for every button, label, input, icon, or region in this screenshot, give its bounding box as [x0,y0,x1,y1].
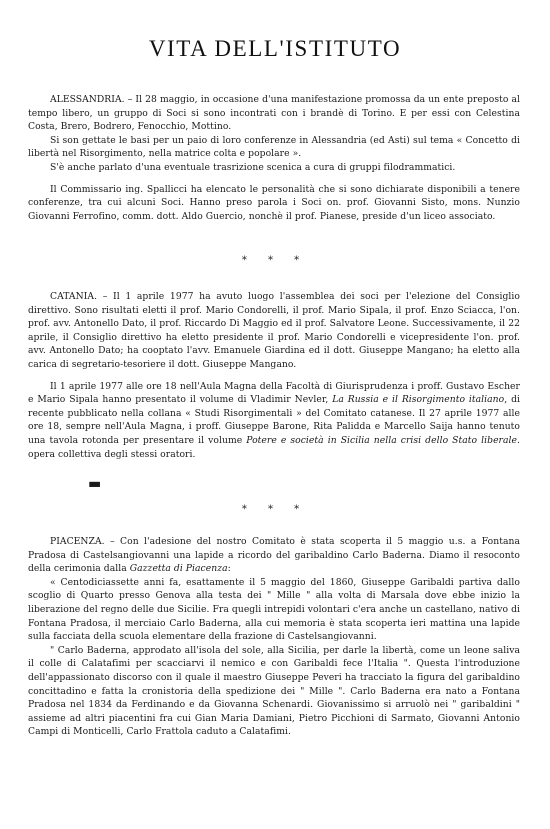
book-title: La Russia e il Risorgimento italiano [332,394,505,406]
alessandria-paragraph-4: Il Commissario ing. Spallicci ha elencato le personalità che si sono dichiarate disponibili a tenere conferenze, tra cui alcuni Soci. Hanno preso parola i Soci on. prof. Giovanni Sisto, mons. Nunzio Giovanni Ferrofino, comm. dott. Aldo Guercio, nonchè il prof. Pianese, preside d'un liceo associato. [28,183,520,222]
alessandria-paragraph-1: ALESSANDRIA. – Il 28 maggio, in occasione d'una manifestazione promossa da un ente preposto al tempo libero, un gruppo di Soci si sono incontrati con i brandè di Torino. E per essi con Celestina Costa, Brero, Bodrero, Fenocchio, Mottino. [28,94,520,133]
place-name-piacenza: PIACENZA. [50,536,105,547]
piacenza-paragraph-2: « Centodiciassette anni fa, esattamente il 5 maggio del 1860, Giuseppe Garibaldi partiva dallo scoglio di Quarto presso Genova alla testa dei " Mille " alla volta di Marsala dove ebbe inizio la liberazione del regno delle due Sicilie. Fra quegli intrepidi volontari c'era anche un castellano, nativo di Fontana Pradosa, il merciaio Carlo Baderna, alla cui memoria è stata scoperta ieri mattina una lapide sulla facciata della scuola elementare della frazione di Castelsangiovanni. [28,576,520,643]
place-name-alessandria: ALESSANDRIA. [50,94,125,105]
piacenza-paragraph-3: " Carlo Baderna, approdato all'isola del sole, alla Sicilia, per darle la libertà, come un leone saliva il colle di Calatafimi per scacciarvi il nemico e con Garibaldi fece l'Italia ". Questa l'introduzione dell'appassionato discorso con il quale il maestro Giuseppe Peveri ha tracciato la figura del garibaldino concittadino e fatta la cronistoria della spedizione dei " Mille ". Carlo Baderna era nato a Fontana Pradosa nel 1834 da Ferdinando e da Giovanna Schenardi. Giovanissimo si arruolò nei " garibaldini " assieme ad altri piacentini fra cui Gian Maria Damiani, Pietro Picchioni di Sarmato, Giovanni Antonio Campi di Monticelli, Carlo Frattola caduto a Calatafimi. [28,644,520,738]
catania-paragraph-1: CATANIA. – Il 1 aprile 1977 ha avuto luogo l'assemblea dei soci per l'elezione del Consiglio direttivo. Sono risultati eletti il prof. Mario Condorelli, il prof. Mario Sipala, il prof. Enzo Sciacca, l'on. prof. avv. Antonello Dato, il prof. Riccardo Di Maggio ed il prof. Salvatore Leone. Successivamente, il 22 aprile, il Consiglio direttivo ha eletto presidente il prof. Mario Condorelli e vicepresidente l'on. prof. avv. Antonello Dato; ha cooptato l'avv. Emanuele Giardina ed il dott. Giuseppe Mangano; ha eletto alla carica di segretario-tesoriere il dott. Giuseppe Mangano. [28,291,520,370]
newspaper-title: Gazzetta di Piacenza [129,563,228,575]
section-separator: * * * [241,504,309,515]
page-title: VITA DELL'ISTITUTO [148,36,402,61]
alessandria-paragraph-2: Si son gettate le basi per un paio di loro conferenze in Alessandria (ed Asti) sul tema « Concetto di libertà nel Risorgimento, nella matrice colta e popolare ». [28,134,520,160]
piacenza-paragraph-1: PIACENZA. – Con l'adesione del nostro Comitato è stata scoperta il 5 maggio u.s. a Fontana Pradosa di Castelsangiovanni una lapide a ricordo del garibaldino Carlo Baderna. Diamo il resoconto della cerimonia dalla Gazzetta di Piacenza: [28,536,520,575]
section-catania [28,290,520,461]
ink-mark: ▬ [88,476,102,492]
section-separator: * * * [241,255,309,266]
book-title: Potere e società in Sicilia nella crisi dello Stato liberale [246,434,517,446]
alessandria-paragraph-3: S'è anche parlato d'una eventuale trasrizione scenica a cura di gruppi filodrammatici. [50,161,456,173]
section-piacenza [28,535,520,739]
section-alessandria [28,93,520,223]
catania-paragraph-2: Il 1 aprile 1977 alle ore 18 nell'Aula Magna della Facoltà di Giurisprudenza i proff. Gustavo Escher e Mario Sipala hanno presentato il volume di Vladimir Nevler, La Russia e il Risorgimento italiano, di recente pubblicato nella collana « Studi Risorgimentali » del Comitato catanese. Il 27 aprile 1977 alle ore 18, sempre nell'Aula Magna, i proff. Giuseppe Barone, Rita Palidda e Marcello Saija hanno tenuto una tavola rotonda per presentare il volume Potere e società in Sicilia nella crisi dello Stato liberale. opera collettiva degli stessi oratori. [28,380,520,460]
place-name-catania: CATANIA. [50,291,98,302]
